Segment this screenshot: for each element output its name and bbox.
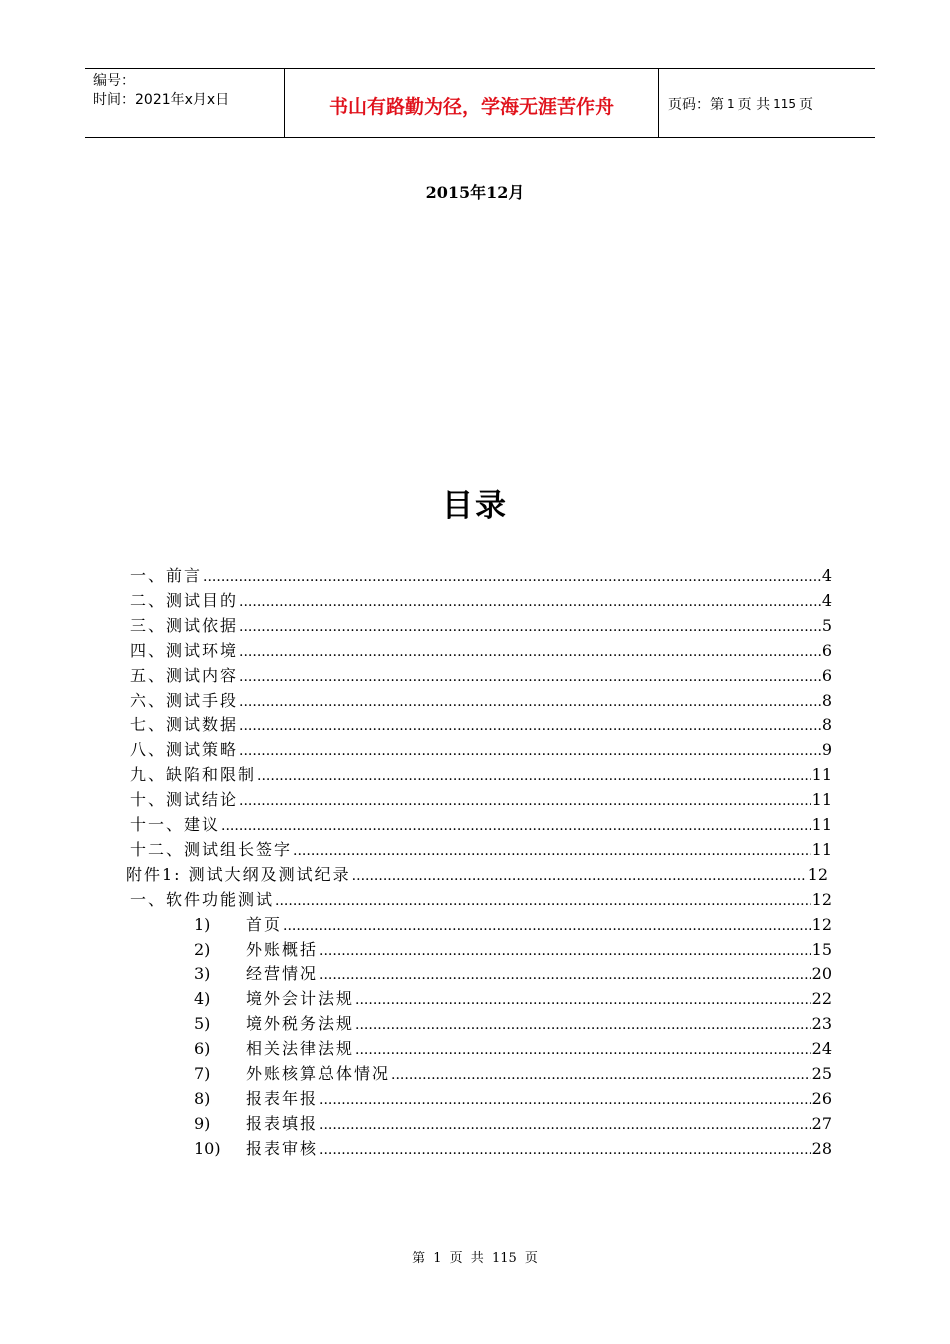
toc-subitem-number: 7)	[194, 1064, 211, 1083]
toc-subitem-label: 经营情况	[246, 964, 319, 984]
toc-item-page: 4	[821, 566, 832, 585]
toc-item[interactable]	[130, 761, 832, 785]
toc-item-label: 四、测试环境	[130, 640, 239, 660]
toc-subitem-label: 外账核算总体情况	[246, 1064, 391, 1083]
toc-item[interactable]	[130, 637, 832, 661]
toc-item-page: 12	[811, 889, 832, 909]
toc-leader	[239, 717, 821, 735]
toc-subitem-page: 24	[811, 1039, 832, 1059]
toc-leader	[239, 742, 821, 760]
toc-leader	[355, 1016, 811, 1034]
toc-item-page: 9	[821, 740, 832, 760]
toc-item-page: 5	[821, 615, 832, 635]
toc-item-label: 六、测试手段	[130, 690, 239, 710]
number-label: 编号：	[93, 73, 135, 89]
toc-item-label: 十二、测试组长签字	[130, 839, 293, 859]
toc-item-page: 4	[821, 590, 832, 610]
toc-item-page: 8	[821, 715, 832, 735]
toc-item[interactable]	[130, 562, 832, 586]
toc-subitem-number: 6)	[194, 1039, 211, 1059]
toc-leader	[319, 1141, 811, 1159]
header-motto: 书山有路勤为径，学海无涯苦作舟	[285, 69, 659, 137]
toc-item[interactable]	[126, 861, 828, 885]
toc-leader	[319, 1091, 811, 1109]
toc-item-page: 8	[821, 690, 832, 710]
footer-prefix: 第	[412, 1251, 426, 1266]
toc-leader	[319, 942, 811, 960]
toc-leader	[319, 966, 811, 984]
toc-subitem-page: 26	[811, 1088, 832, 1108]
toc-item-label: 三、测试依据	[130, 615, 239, 635]
toc-subitem-number: 4)	[194, 989, 211, 1009]
toc-subitem-page: 22	[811, 989, 832, 1009]
page-info-mid: 页 共	[737, 97, 771, 113]
toc-item-label: 五、测试内容	[130, 665, 239, 685]
toc-subitem[interactable]	[194, 911, 832, 935]
toc-subitem-page: 27	[811, 1113, 832, 1133]
toc-item[interactable]	[130, 662, 832, 686]
toc-subitem[interactable]	[194, 1035, 832, 1059]
toc-subitem-label: 首页	[246, 914, 283, 934]
toc-subitem-number: 1)	[194, 914, 211, 934]
toc-subitem-number: 2)	[194, 939, 211, 959]
toc-subitem-label: 报表年报	[246, 1088, 319, 1108]
toc-subitem-page: 23	[811, 1014, 832, 1034]
toc-leader	[355, 991, 811, 1009]
toc-subitem-number: 3)	[194, 964, 211, 984]
page-footer	[0, 1247, 950, 1266]
toc-item-page: 11	[811, 790, 832, 810]
toc-subitem-page: 20	[811, 964, 832, 984]
toc-subitem-page: 15	[811, 939, 832, 959]
toc-item-page: 11	[811, 765, 832, 785]
toc-leader	[239, 792, 811, 810]
toc-leader	[293, 842, 811, 860]
page-info-suffix: 页	[799, 97, 813, 113]
toc-leader	[355, 1041, 811, 1059]
toc-item-label: 附件1: 测试大纲及测试纪录	[126, 864, 351, 884]
toc-subitem[interactable]	[194, 985, 832, 1009]
toc-leader	[283, 917, 811, 935]
footer-current: 1	[433, 1251, 442, 1266]
toc-leader	[239, 618, 821, 636]
toc-item-label: 一、软件功能测试	[130, 889, 275, 909]
page-info-current: 1	[727, 97, 735, 111]
toc-subitem[interactable]	[194, 1060, 832, 1084]
footer-mid: 页 共	[449, 1251, 484, 1266]
toc-item-label: 十、测试结论	[130, 790, 239, 810]
toc-subitem-number: 8)	[194, 1088, 211, 1108]
toc-item[interactable]	[130, 811, 832, 835]
toc-leader	[275, 892, 811, 910]
page-header	[85, 68, 875, 138]
toc-item-label: 十一、建议	[130, 815, 221, 834]
toc-item[interactable]	[130, 711, 832, 735]
toc-subitem-label: 境外税务法规	[246, 1014, 355, 1034]
toc-item[interactable]	[130, 587, 832, 611]
toc-item[interactable]	[130, 886, 832, 910]
toc-subitem-number: 9)	[194, 1113, 211, 1133]
toc-subitem-label: 报表填报	[246, 1113, 319, 1133]
toc-leader	[203, 568, 821, 586]
toc-leader	[239, 593, 821, 611]
toc-item[interactable]	[130, 612, 832, 636]
toc-item-page: 11	[811, 839, 832, 859]
toc-subitem[interactable]	[194, 1010, 832, 1034]
toc-subitem-label: 报表审核	[246, 1138, 319, 1158]
toc-subitem-page: 25	[811, 1064, 832, 1083]
toc-subitem[interactable]	[194, 1135, 832, 1159]
toc-leader	[391, 1066, 811, 1084]
toc-subitem-page: 12	[811, 914, 832, 934]
document-date: 2015年12月	[425, 183, 525, 202]
toc-leader	[239, 643, 821, 661]
toc-item-label: 八、测试策略	[130, 740, 239, 760]
toc-item-page: 11	[811, 815, 832, 834]
toc-item[interactable]	[130, 836, 832, 860]
toc-item[interactable]	[130, 736, 832, 760]
toc-item-page: 6	[821, 665, 832, 685]
toc-item-label: 九、缺陷和限制	[130, 765, 257, 785]
toc-subitem-page: 28	[811, 1138, 832, 1158]
toc-item-label: 二、测试目的	[130, 590, 239, 610]
toc-title: 目录	[442, 488, 508, 524]
toc-item-page: 12	[807, 864, 828, 884]
toc-subitem[interactable]	[194, 936, 832, 960]
toc-subitem-number: 5)	[194, 1014, 211, 1034]
toc-item-page: 6	[821, 640, 832, 660]
toc-leader	[352, 867, 807, 885]
toc-subitem-label: 外账概括	[246, 939, 319, 959]
toc-item-label: 一、前言	[130, 566, 203, 585]
footer-suffix: 页	[524, 1251, 538, 1266]
toc-leader	[257, 767, 811, 785]
toc-item[interactable]	[130, 786, 832, 810]
footer-total: 115	[491, 1251, 517, 1266]
header-meta	[85, 69, 285, 137]
toc-leader	[239, 693, 821, 711]
toc-leader	[221, 817, 811, 835]
toc-leader	[319, 1116, 811, 1134]
page-info-prefix: 页码：第	[668, 97, 724, 113]
toc-subitem[interactable]	[194, 1110, 832, 1134]
page-info-total: 115	[773, 97, 796, 111]
toc-item-label: 七、测试数据	[130, 715, 239, 735]
toc-subitem-label: 相关法律法规	[246, 1039, 355, 1059]
toc-item[interactable]	[130, 687, 832, 711]
header-page-info	[659, 69, 875, 137]
toc-subitem[interactable]	[194, 960, 832, 984]
time-label: 时间：2021年x月x日	[93, 92, 230, 108]
toc-subitem-number: 10)	[194, 1138, 221, 1158]
toc-subitem[interactable]	[194, 1085, 832, 1109]
toc-subitem-label: 境外会计法规	[246, 989, 355, 1009]
toc-leader	[239, 668, 821, 686]
